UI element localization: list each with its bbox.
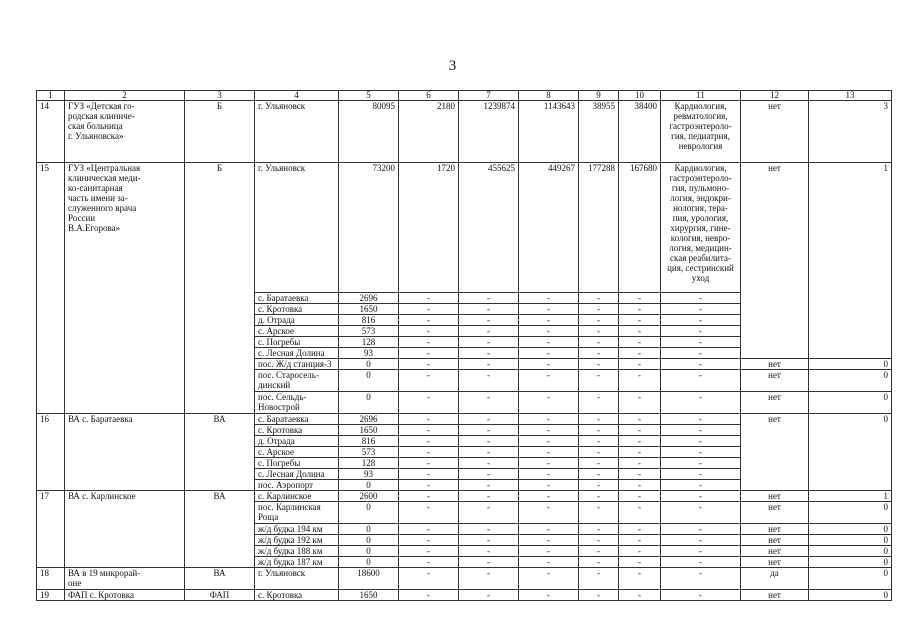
dash-cell-9: - [579, 414, 619, 425]
row-number: 15 [37, 163, 65, 414]
dash-cell-11: - [661, 480, 741, 491]
dash-cell-10: - [619, 557, 661, 568]
dash-cell-8: - [519, 348, 579, 359]
locality: с. Кротовка [255, 590, 339, 601]
dash-cell-10: - [619, 546, 661, 557]
dash-cell-9: - [579, 425, 619, 436]
dash-cell-9: - [579, 480, 619, 491]
dash-cell-7: - [459, 590, 519, 601]
dash-cell-7: - [459, 326, 519, 337]
dash-cell-11: - [661, 436, 741, 447]
dash-cell-7: - [459, 414, 519, 425]
table-row-16 [37, 414, 892, 425]
dash-cell-9: - [579, 502, 619, 524]
table-body [37, 91, 892, 601]
dash-cell-10: - [619, 458, 661, 469]
dash-cell-10: - [619, 469, 661, 480]
dash-cell-10: - [619, 568, 661, 590]
cell-12: нет [741, 557, 809, 568]
population: 816 [339, 436, 399, 447]
dash-cell-11: - [661, 469, 741, 480]
dash-cell-7: - [459, 348, 519, 359]
dash-cell-8: - [519, 491, 579, 502]
cell-7: 455625 [459, 163, 519, 293]
population: 1650 [339, 304, 399, 315]
dash-cell-6: - [399, 293, 459, 304]
dash-cell-8: - [519, 370, 579, 392]
dash-cell-11: - [661, 326, 741, 337]
dash-cell-8: - [519, 524, 579, 535]
cell-12: нет [741, 163, 809, 359]
cell-6: 1720 [399, 163, 459, 293]
specialties: Кардиология, ревматология, гастроэнтероло- гия, педиатрия, неврология [661, 101, 741, 163]
dash-cell-6: - [399, 326, 459, 337]
header-cell: 7 [459, 91, 519, 101]
cell-12: нет [741, 359, 809, 370]
locality: с. Лесная Долина [255, 469, 339, 480]
dash-cell-8: - [519, 590, 579, 601]
population: 0 [339, 502, 399, 524]
header-cell: 2 [65, 91, 185, 101]
dash-cell-9: - [579, 535, 619, 546]
dash-cell-11: - [661, 293, 741, 304]
population: 0 [339, 480, 399, 491]
dash-cell-6: - [399, 524, 459, 535]
table-row-19 [37, 590, 892, 601]
table-row-17 [37, 491, 892, 502]
dash-cell-8: - [519, 293, 579, 304]
page-number: 3 [448, 58, 457, 74]
dash-cell-8: - [519, 315, 579, 326]
cell-12: нет [741, 590, 809, 601]
dash-cell-9: - [579, 568, 619, 590]
dash-cell-6: - [399, 502, 459, 524]
dash-cell-9: - [579, 469, 619, 480]
cell-13: 0 [809, 392, 892, 414]
cell-13: 0 [809, 359, 892, 370]
dash-cell-8: - [519, 458, 579, 469]
population: 0 [339, 524, 399, 535]
dash-cell-8: - [519, 414, 579, 425]
dash-cell-7: - [459, 315, 519, 326]
population: 816 [339, 315, 399, 326]
locality: пос. Аэропорт [255, 480, 339, 491]
institution-name: ВА с. Баратаевка [65, 414, 185, 491]
cell-13: 0 [809, 370, 892, 392]
row-number: 16 [37, 414, 65, 491]
dash-cell-6: - [399, 535, 459, 546]
locality: пос. Ж/д станция-3 [255, 359, 339, 370]
cell-8: 1143643 [519, 101, 579, 163]
dash-cell-7: - [459, 359, 519, 370]
cell-5: 80095 [339, 101, 399, 163]
dash-cell-8: - [519, 447, 579, 458]
population: 0 [339, 557, 399, 568]
cell-12: нет [741, 502, 809, 524]
dash-cell-10: - [619, 414, 661, 425]
row-number: 17 [37, 491, 65, 568]
cell-13: 0 [809, 590, 892, 601]
dash-cell-11: - [661, 557, 741, 568]
cell-12: нет [741, 414, 809, 491]
population: 0 [339, 546, 399, 557]
dash-cell-11: - [661, 304, 741, 315]
dash-cell-6: - [399, 491, 459, 502]
dash-cell-8: - [519, 502, 579, 524]
data-table [36, 90, 892, 601]
institution-type: ВА [185, 414, 255, 491]
locality: ж/д будка 188 км [255, 546, 339, 557]
dash-cell-9: - [579, 491, 619, 502]
dash-cell-6: - [399, 480, 459, 491]
dash-cell-8: - [519, 425, 579, 436]
dash-cell-7: - [459, 480, 519, 491]
dash-cell-9: - [579, 315, 619, 326]
locality: ж/д будка 187 км [255, 557, 339, 568]
dash-cell-10: - [619, 590, 661, 601]
cell-12: нет [741, 535, 809, 546]
cell-9: 38955 [579, 101, 619, 163]
dash-cell-9: - [579, 304, 619, 315]
dash-cell-9: - [579, 557, 619, 568]
dash-cell-8: - [519, 436, 579, 447]
cell-5: 73200 [339, 163, 399, 293]
dash-cell-9: - [579, 359, 619, 370]
locality: с. Кротовка [255, 425, 339, 436]
header-row [37, 91, 892, 101]
cell-13: 0 [809, 524, 892, 535]
dash-cell-9: - [579, 293, 619, 304]
population: 1650 [339, 590, 399, 601]
header-cell: 12 [741, 91, 809, 101]
dash-cell-11: - [661, 491, 741, 502]
population: 128 [339, 458, 399, 469]
institution-name: ГУЗ «Детская го- родская клиниче- ская больница г. Ульяновска» [65, 101, 185, 163]
locality: пос. Карлинская Роща [255, 502, 339, 524]
dash-cell-10: - [619, 392, 661, 414]
dash-cell-7: - [459, 447, 519, 458]
dash-cell-6: - [399, 557, 459, 568]
locality: ж/д будка 192 км [255, 535, 339, 546]
population: 0 [339, 535, 399, 546]
dash-cell-11: - [661, 392, 741, 414]
header-cell: 4 [255, 91, 339, 101]
dash-cell-10: - [619, 304, 661, 315]
population: 2600 [339, 491, 399, 502]
dash-cell-11: - [661, 458, 741, 469]
cell-12: нет [741, 370, 809, 392]
dash-cell-7: - [459, 568, 519, 590]
dash-cell-6: - [399, 315, 459, 326]
cell-12: нет [741, 101, 809, 163]
population: 0 [339, 359, 399, 370]
cell-8: 449267 [519, 163, 579, 293]
dash-cell-8: - [519, 480, 579, 491]
dash-cell-9: - [579, 458, 619, 469]
table-row-15 [37, 163, 892, 293]
dash-cell-7: - [459, 304, 519, 315]
cell-12: нет [741, 524, 809, 535]
dash-cell-8: - [519, 304, 579, 315]
cell-13: 0 [809, 557, 892, 568]
header-cell: 8 [519, 91, 579, 101]
dash-cell-9: - [579, 392, 619, 414]
dash-cell-6: - [399, 568, 459, 590]
header-cell: 13 [809, 91, 892, 101]
dash-cell-6: - [399, 469, 459, 480]
header-cell: 9 [579, 91, 619, 101]
institution-name: ВА в 19 микрорай- оне [65, 568, 185, 590]
locality: с. Арское [255, 326, 339, 337]
dash-cell-10: - [619, 348, 661, 359]
dash-cell-10: - [619, 447, 661, 458]
cell-12: нет [741, 546, 809, 557]
dash-cell-8: - [519, 326, 579, 337]
dash-cell-10: - [619, 315, 661, 326]
header-cell: 11 [661, 91, 741, 101]
population: 18600 [339, 568, 399, 590]
cell-13: 0 [809, 546, 892, 557]
cell-9: 177288 [579, 163, 619, 293]
locality: пос. Старосель- динский [255, 370, 339, 392]
dash-cell-11: - [661, 337, 741, 348]
locality: г. Ульяновск [255, 101, 339, 163]
dash-cell-11: - [661, 315, 741, 326]
dash-cell-6: - [399, 337, 459, 348]
header-cell: 1 [37, 91, 65, 101]
dash-cell-9: - [579, 590, 619, 601]
dash-cell-7: - [459, 524, 519, 535]
locality: с. Погребы [255, 337, 339, 348]
locality: г. Ульяновск [255, 163, 339, 293]
locality: ж/д будка 194 км [255, 524, 339, 535]
institution-name: ФАП с. Кротовка [65, 590, 185, 601]
dash-cell-10: - [619, 502, 661, 524]
institution-name: ГУЗ «Центральная клиническая меди- ко-санитарная часть имени за- служенного врача России В.А.Егорова» [65, 163, 185, 414]
dash-cell-7: - [459, 546, 519, 557]
population: 1650 [339, 425, 399, 436]
cell-13: 0 [809, 535, 892, 546]
dash-cell-10: - [619, 293, 661, 304]
dash-cell-10: - [619, 535, 661, 546]
dash-cell-7: - [459, 425, 519, 436]
population: 93 [339, 469, 399, 480]
cell-12: да [741, 568, 809, 590]
dash-cell-11: - [661, 425, 741, 436]
header-cell: 3 [185, 91, 255, 101]
population: 2696 [339, 414, 399, 425]
dash-cell-10: - [619, 491, 661, 502]
dash-cell-8: - [519, 469, 579, 480]
dash-cell-11: - [661, 348, 741, 359]
dash-cell-7: - [459, 337, 519, 348]
dash-cell-7: - [459, 469, 519, 480]
table-row-18 [37, 568, 892, 590]
dash-cell-6: - [399, 370, 459, 392]
dash-cell-9: - [579, 436, 619, 447]
dash-cell-9: - [579, 337, 619, 348]
dash-cell-9: - [579, 348, 619, 359]
dash-cell-8: - [519, 546, 579, 557]
cell-13: 1 [809, 163, 892, 359]
dash-cell-6: - [399, 359, 459, 370]
institution-type: ВА [185, 568, 255, 590]
population: 93 [339, 348, 399, 359]
header-cell: 10 [619, 91, 661, 101]
dash-cell-6: - [399, 348, 459, 359]
cell-12: нет [741, 392, 809, 414]
dash-cell-11: - [661, 447, 741, 458]
population: 0 [339, 370, 399, 392]
dash-cell-6: - [399, 458, 459, 469]
dash-cell-6: - [399, 447, 459, 458]
cell-13: 1 [809, 491, 892, 502]
institution-type: ФАП [185, 590, 255, 601]
dash-cell-6: - [399, 546, 459, 557]
locality: г. Ульяновск [255, 568, 339, 590]
dash-cell-11: - [661, 524, 741, 535]
cell-13: 0 [809, 502, 892, 524]
dash-cell-10: - [619, 425, 661, 436]
cell-12: нет [741, 491, 809, 502]
dash-cell-7: - [459, 557, 519, 568]
dash-cell-8: - [519, 359, 579, 370]
row-number: 19 [37, 590, 65, 601]
dash-cell-7: - [459, 293, 519, 304]
dash-cell-11: - [661, 414, 741, 425]
dash-cell-11: - [661, 370, 741, 392]
locality: с. Баратаевка [255, 414, 339, 425]
dash-cell-6: - [399, 392, 459, 414]
population: 128 [339, 337, 399, 348]
dash-cell-8: - [519, 392, 579, 414]
dash-cell-6: - [399, 436, 459, 447]
population: 573 [339, 326, 399, 337]
row-number: 18 [37, 568, 65, 590]
dash-cell-7: - [459, 535, 519, 546]
row-number: 14 [37, 101, 65, 163]
locality: с. Карлинское [255, 491, 339, 502]
cell-6: 2180 [399, 101, 459, 163]
dash-cell-7: - [459, 436, 519, 447]
dash-cell-7: - [459, 458, 519, 469]
dash-cell-11: - [661, 502, 741, 524]
dash-cell-10: - [619, 436, 661, 447]
dash-cell-11: - [661, 546, 741, 557]
locality: д. Отрада [255, 315, 339, 326]
dash-cell-6: - [399, 425, 459, 436]
dash-cell-7: - [459, 491, 519, 502]
cell-13: 3 [809, 101, 892, 163]
locality: с. Погребы [255, 458, 339, 469]
dash-cell-6: - [399, 304, 459, 315]
dash-cell-6: - [399, 414, 459, 425]
specialties: Кардиология, гастроэнтероло- гия, пульмоно- логия, эндокри- нология, тера- пия, урология, хирургия, гине- кология, невро- логия, медицин- ская реабилита- ция, сестринский уход [661, 163, 741, 293]
locality: д. Отрада [255, 436, 339, 447]
dash-cell-9: - [579, 326, 619, 337]
dash-cell-9: - [579, 447, 619, 458]
dash-cell-10: - [619, 326, 661, 337]
population: 2696 [339, 293, 399, 304]
dash-cell-8: - [519, 337, 579, 348]
dash-cell-10: - [619, 524, 661, 535]
cell-7: 1239874 [459, 101, 519, 163]
locality: с. Баратаевка [255, 293, 339, 304]
dash-cell-11: - [661, 590, 741, 601]
dash-cell-10: - [619, 337, 661, 348]
dash-cell-8: - [519, 535, 579, 546]
institution-type: ВА [185, 491, 255, 568]
institution-type: Б [185, 163, 255, 414]
header-cell: 6 [399, 91, 459, 101]
dash-cell-7: - [459, 392, 519, 414]
cell-13: 0 [809, 568, 892, 590]
header-cell: 5 [339, 91, 399, 101]
dash-cell-10: - [619, 370, 661, 392]
dash-cell-10: - [619, 359, 661, 370]
locality: пос. Сельдь- Новострой [255, 392, 339, 414]
dash-cell-11: - [661, 568, 741, 590]
locality: с. Арское [255, 447, 339, 458]
dash-cell-7: - [459, 502, 519, 524]
population: 573 [339, 447, 399, 458]
locality: с. Кротовка [255, 304, 339, 315]
dash-cell-11: - [661, 359, 741, 370]
cell-10: 38400 [619, 101, 661, 163]
dash-cell-8: - [519, 557, 579, 568]
dash-cell-9: - [579, 370, 619, 392]
locality: с. Лесная Долина [255, 348, 339, 359]
dash-cell-10: - [619, 480, 661, 491]
table-row-14 [37, 101, 892, 163]
dash-cell-11: - [661, 535, 741, 546]
institution-type: Б [185, 101, 255, 163]
cell-13: 0 [809, 414, 892, 491]
population: 0 [339, 392, 399, 414]
cell-10: 167680 [619, 163, 661, 293]
dash-cell-9: - [579, 546, 619, 557]
dash-cell-6: - [399, 590, 459, 601]
dash-cell-8: - [519, 568, 579, 590]
dash-cell-9: - [579, 524, 619, 535]
dash-cell-7: - [459, 370, 519, 392]
institution-name: ВА с. Карлинское [65, 491, 185, 568]
